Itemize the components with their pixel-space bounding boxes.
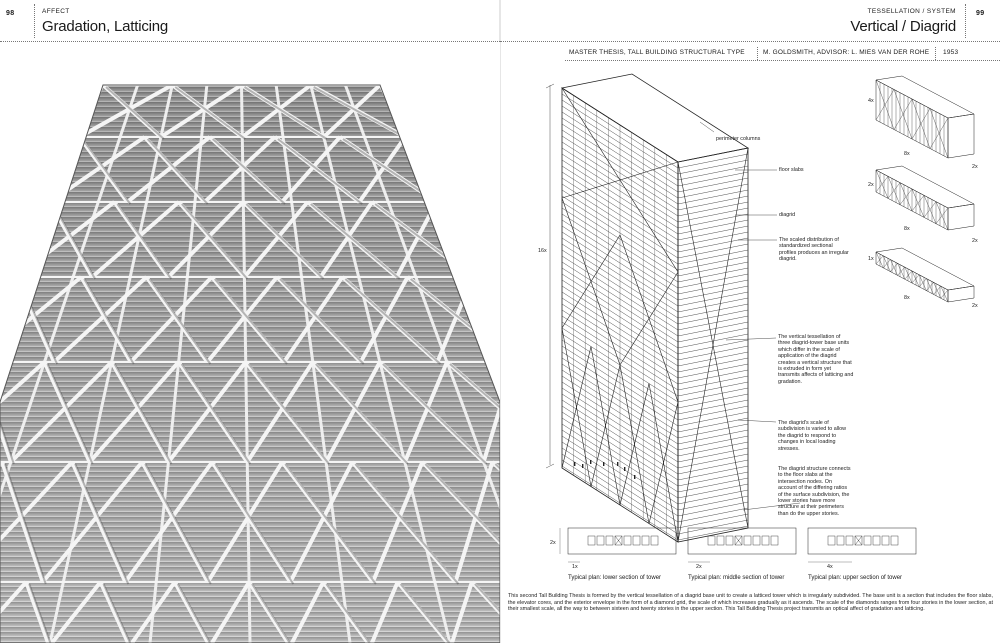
dim-unit-a-depth: 2x: [972, 164, 978, 170]
label-diagrid: diagrid: [779, 212, 796, 218]
tower-side-face: [678, 148, 748, 542]
left-header-divider: [34, 4, 35, 38]
meta-divider: [757, 47, 758, 60]
dim-unit-c-depth: 2x: [972, 303, 978, 309]
left-page-title: Gradation, Latticing: [42, 18, 169, 35]
dim-plan-depth: 2x: [550, 540, 556, 546]
right-page-header: [500, 0, 1000, 42]
right-page-kicker: TESSELLATION / SYSTEM: [867, 8, 956, 15]
plan-upper: [808, 528, 916, 562]
left-page-number: 98: [6, 10, 15, 17]
dim-unit-b-depth: 2x: [972, 238, 978, 244]
right-page-number: 99: [976, 10, 985, 17]
project-description: This second Tall Building Thesis is formed by the vertical tessellation of a diagrid base unit to create a latticed tower which is irregularly subdivided. The base unit is a section that includes the floor slabs, the elevator cores, and the exterior envelope in the form of a diamond grid, the scale of which increases gradually as it ascends. The scale of the diamonds ranges from four stories in the lower section, at their smallest scale, all the way to between sixteen and twenty stories in the upper section. This Tall Building Thesis project transmits an optical affect of gradation and latticing.: [508, 593, 993, 613]
label-scale: The diagrid's scale of subdivision is varied to allow the diagrid to respond to changes in local loading stresses.: [778, 420, 847, 452]
base-unit-1x: [876, 248, 974, 302]
meta-project: MASTER THESIS, TALL BUILDING STRUCTURAL TYPE: [569, 49, 745, 56]
diagrid-tower-photo: [0, 42, 500, 643]
right-page-title: Vertical / Diagrid: [850, 18, 956, 35]
dim-plan-lower: 1x: [572, 564, 578, 570]
base-unit-2x: [876, 166, 974, 230]
left-page-kicker: AFFECT: [42, 8, 70, 15]
dim-unit-b-width: 8x: [904, 226, 910, 232]
left-page-header: [0, 0, 500, 42]
project-meta-row: [565, 47, 1000, 61]
meta-author: M. GOLDSMITH, ADVISOR: L. MIES VAN DER ROHE: [763, 49, 930, 56]
meta-divider: [935, 47, 936, 60]
dim-unit-b-height: 2x: [868, 182, 874, 188]
dim-unit-c-height: 1x: [868, 256, 874, 262]
right-header-divider: [965, 4, 966, 38]
meta-year: 1953: [943, 49, 959, 56]
dim-plan-upper: 4x: [827, 564, 833, 570]
right-page: [500, 0, 1000, 643]
dim-plan-middle: 2x: [696, 564, 702, 570]
dim-unit-a-width: 8x: [904, 151, 910, 157]
label-perimeter-columns: perimeter columns: [716, 136, 761, 142]
label-connection: The diagrid structure connects to the floor slabs at the intersection nodes. On account of the differing ratios of the surface subdivision, the lower stories have more structure at their perimeters than do the upper stories.: [778, 466, 851, 517]
axonometric-tower-drawing: [500, 70, 1000, 590]
label-floor-slabs: floor slabs: [779, 167, 804, 173]
plan-lower: [560, 528, 676, 562]
caption-plan-upper: Typical plan: upper section of tower: [808, 575, 903, 581]
plan-middle: [688, 528, 796, 562]
tower-front-face: [562, 88, 678, 542]
caption-plan-lower: Typical plan: lower section of tower: [568, 575, 662, 581]
dim-tower-height: 16x: [538, 248, 547, 254]
dim-unit-a-height: 4x: [868, 98, 874, 104]
base-unit-4x: [876, 76, 974, 158]
label-distribution: The scaled distribution of standardized sectional profiles produces an irregular diagrid.: [779, 237, 849, 263]
label-tessellation: The vertical tessellation of three diagrid-tower base units which differ in the scale of application of the diagrid creates a vertical structure that is extruded in form yet transmits affects of latticing and gradation.: [778, 334, 854, 385]
caption-plan-middle: Typical plan: middle section of tower: [688, 575, 785, 581]
dim-unit-c-width: 8x: [904, 295, 910, 301]
